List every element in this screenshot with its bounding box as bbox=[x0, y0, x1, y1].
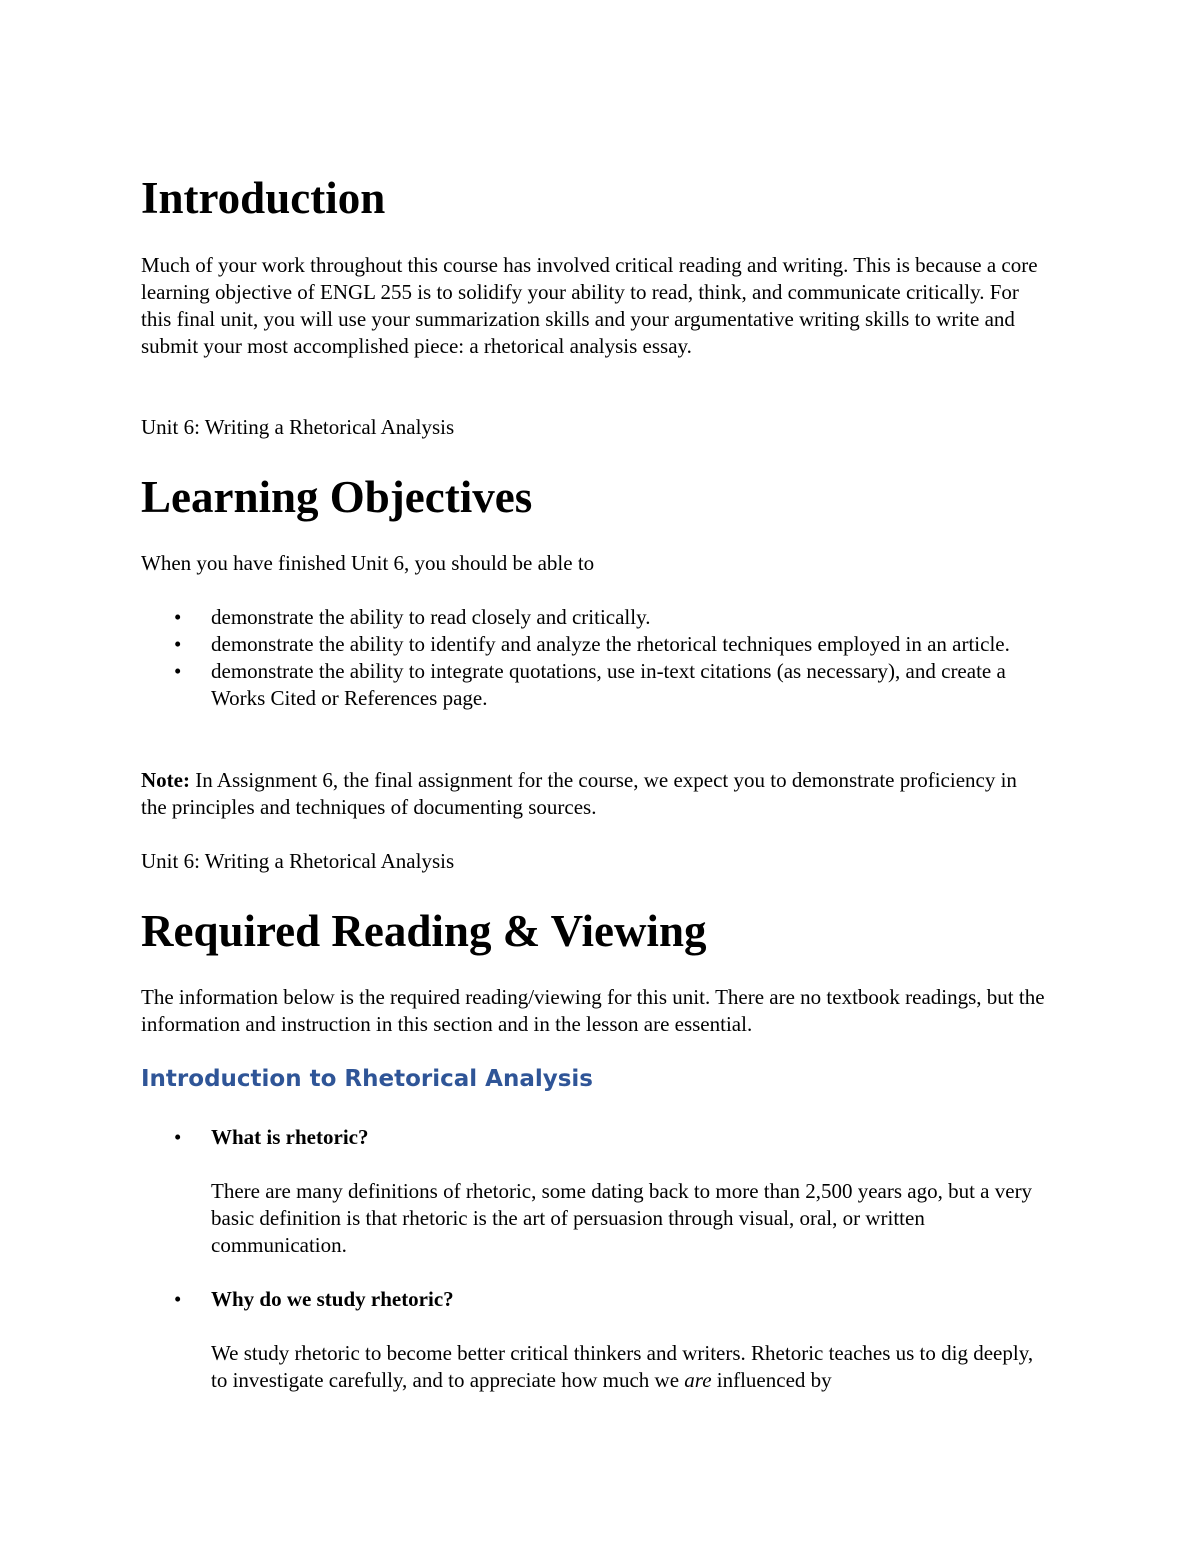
unit-label: Unit 6: Writing a Rhetorical Analysis bbox=[141, 849, 455, 873]
introduction-paragraph: Much of your work throughout this course has involved critical reading and writing. This is because a core learning objective of ENGL 255 is to solidify your ability to read, think, and communicate critically. For this final unit, you will use your summarization skills and your argumentative writing skills to write and submit your most accomplished piece: a rhetorical analysis essay. bbox=[141, 253, 1038, 358]
bullet-icon: • bbox=[174, 1125, 182, 1149]
list-item bbox=[141, 1286, 1046, 1394]
list-item bbox=[141, 1124, 1046, 1259]
answer-emphasis: are bbox=[684, 1368, 712, 1392]
bullet-icon: • bbox=[174, 1287, 182, 1311]
list-item bbox=[141, 631, 1046, 658]
required-reading-paragraph: The information below is the required reading/viewing for this unit. There are no textbook readings, but the information and instruction in this section and in the lesson are essential. bbox=[141, 985, 1045, 1036]
note-text: In Assignment 6, the final assignment for the course, we expect you to demonstrate proficiency in the principles and techniques of documenting sources. bbox=[141, 768, 1017, 819]
unit-label: Unit 6: Writing a Rhetorical Analysis bbox=[141, 415, 455, 439]
answer-text-part: influenced by bbox=[711, 1368, 832, 1392]
objective-text: demonstrate the ability to read closely and critically. bbox=[211, 605, 651, 629]
bullet-icon: • bbox=[174, 605, 182, 629]
question-text: Why do we study rhetoric? bbox=[211, 1287, 454, 1311]
bullet-icon: • bbox=[174, 659, 182, 683]
objectives-list bbox=[141, 604, 1046, 712]
answer-text-part: We study rhetoric to become better critical thinkers and writers. Rhetoric teaches us to dig deeply, to investigate carefully, and to appreciate how much we bbox=[211, 1341, 1034, 1392]
note-label: Note: bbox=[141, 768, 190, 792]
answer-text: There are many definitions of rhetoric, some dating back to more than 2,500 years ago, but a very basic definition is that rhetoric is the art of persuasion through visual, oral, or written communication. bbox=[211, 1179, 1033, 1257]
answer-text bbox=[211, 1340, 1046, 1394]
introduction-heading: Introduction bbox=[141, 173, 386, 223]
learning-objectives-heading: Learning Objectives bbox=[141, 472, 533, 522]
list-item bbox=[141, 604, 1046, 631]
rhetoric-qa-list bbox=[141, 1124, 1046, 1394]
bullet-icon: • bbox=[174, 632, 182, 656]
question-text: What is rhetoric? bbox=[211, 1125, 369, 1149]
objectives-intro: When you have finished Unit 6, you should be able to bbox=[141, 551, 595, 575]
required-reading-heading: Required Reading & Viewing bbox=[141, 906, 707, 956]
list-item bbox=[141, 658, 1046, 712]
objective-text: demonstrate the ability to integrate quotations, use in-text citations (as necessary), and create a Works Cited or References page. bbox=[211, 659, 1006, 710]
rhetorical-analysis-subheading: Introduction to Rhetorical Analysis bbox=[141, 1066, 593, 1092]
objective-text: demonstrate the ability to identify and analyze the rhetorical techniques employed in an article. bbox=[211, 632, 1010, 656]
note-paragraph bbox=[141, 767, 1046, 821]
